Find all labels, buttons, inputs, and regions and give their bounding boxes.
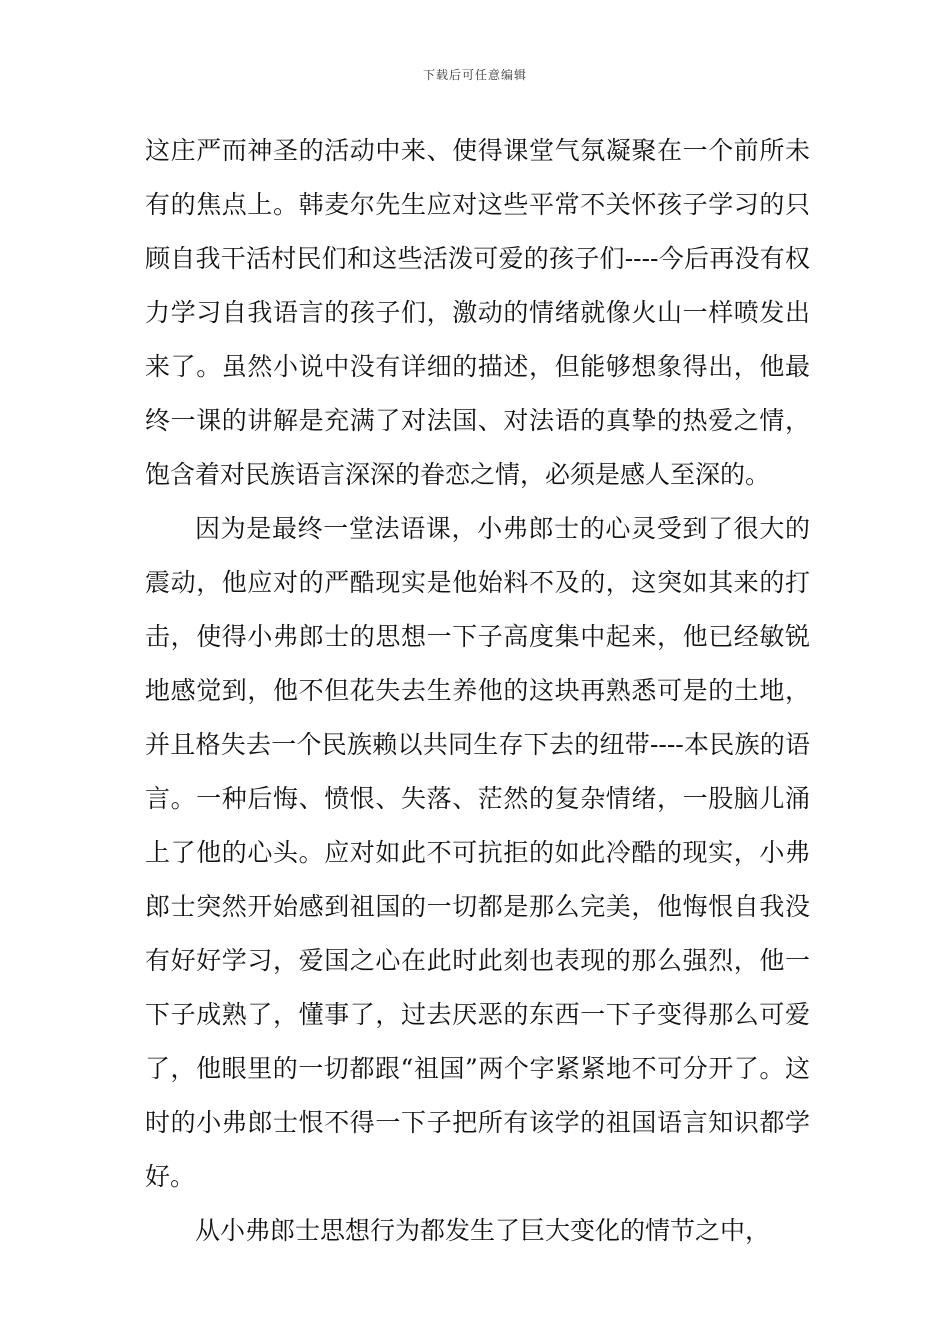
document-body (145, 124, 810, 1258)
paragraph-2: 因为是最终一堂法语课，小弗郎士的心灵受到了很大的震动，他应对的严酷现实是他始料不及的，这突如其来的打击，使得小弗郎士的思想一下子高度集中起来，他已经敏锐地感觉到，他不但花失去生养他的这块再熟悉可是的土地，并且格失去一个民族赖以共同生存下去的纽带----本民族的语言。一种后悔、愤恨、失落、茫然的复杂情绪，一股脑儿涌上了他的心头。应对如此不可抗拒的如此冷酷的现实，小弗郎士突然开始感到祖国的一切都是那么完美，他悔恨自我没有好好学习，爱国之心在此时此刻也表现的那么强烈，他一下子成熟了，懂事了，过去厌恶的东西一下子变得那么可爱了，他眼里的一切都跟“祖国”两个字紧紧地不可分开了。这时的小弗郎士恨不得一下子把所有该学的祖国语言知识都学好。 (145, 514, 810, 1191)
paragraph-3: 从小弗郎士思想行为都发生了巨大变化的情节之中， (195, 1216, 771, 1245)
paragraph-1: 这庄严而神圣的活动中来、使得课堂气氛凝聚在一个前所未有的焦点上。韩麦尔先生应对这些平常不关怀孩子学习的只顾自我干活村民们和这些活泼可爱的孩子们----今后再没有权力学习自我语言的孩子们，激动的情绪就像火山一样喷发出来了。虽然小说中没有详细的描述，但能够想象得出，他最终一课的讲解是充满了对法国、对法语的真挚的热爱之情，饱含着对民族语言深深的眷恋之情，必须是感人至深的。 (145, 136, 810, 489)
page-header: 下载后可任意编辑 (422, 68, 527, 82)
